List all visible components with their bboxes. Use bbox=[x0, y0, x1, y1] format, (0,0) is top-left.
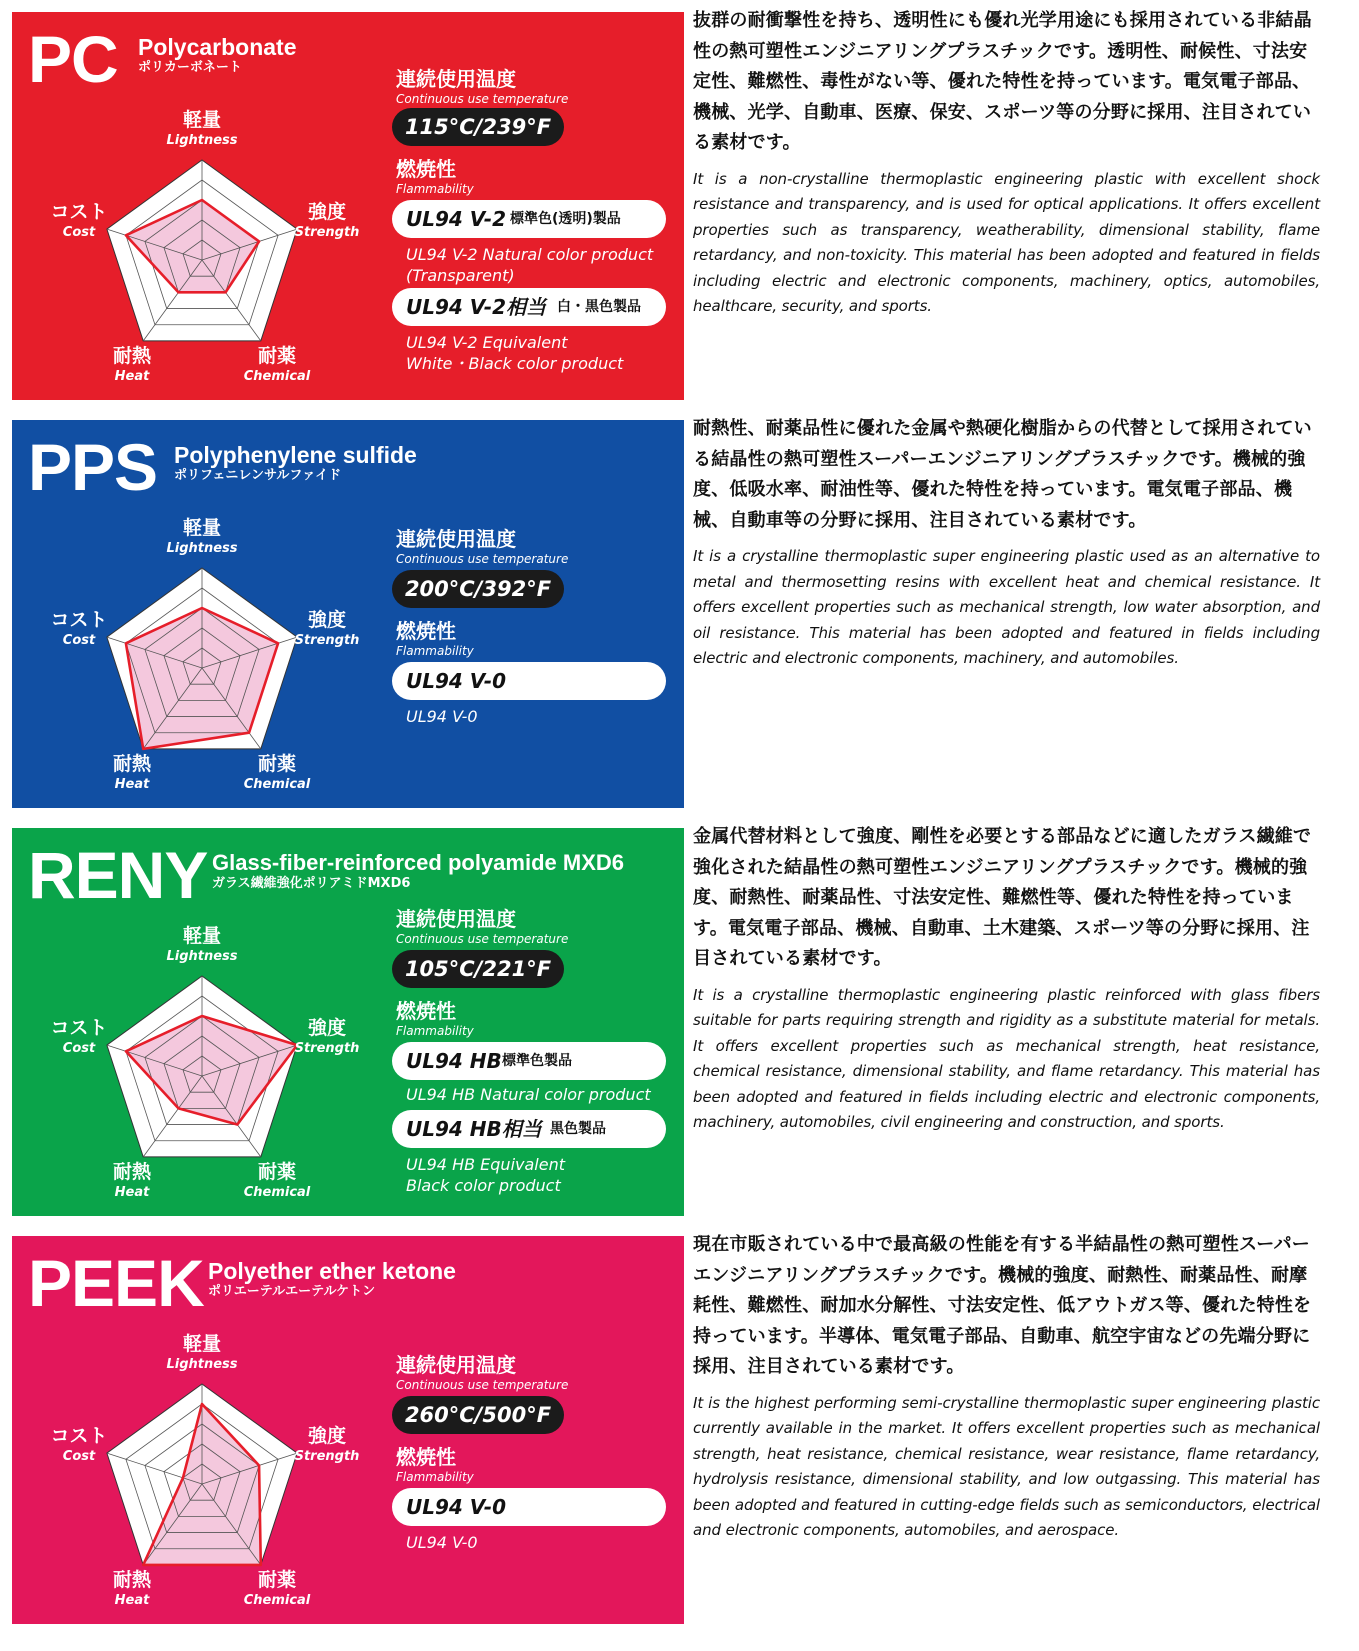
material-name-en: Polycarbonate bbox=[138, 34, 297, 60]
rating-en-line: White・Black color product bbox=[406, 354, 624, 373]
material-name-jp: ポリフェニレンサルファイド bbox=[174, 468, 342, 483]
properties-panel bbox=[384, 1236, 674, 1624]
temperature-label: 連続使用温度 bbox=[396, 907, 516, 931]
axis-label-en: Lightness bbox=[166, 133, 238, 148]
axis-label-jp: コスト bbox=[50, 609, 108, 631]
temperature-label: 連続使用温度 bbox=[396, 1353, 516, 1377]
rating-pill bbox=[392, 1488, 666, 1526]
material-abbr: PPS bbox=[28, 430, 158, 504]
material-abbr: PC bbox=[28, 22, 118, 96]
rating-pill bbox=[392, 288, 666, 326]
axis-label-en: Heat bbox=[114, 1593, 150, 1608]
axis-label-jp: 耐熱 bbox=[112, 345, 152, 367]
axis-label-jp: 軽量 bbox=[182, 925, 222, 947]
temperature-badge: 105°C/221°F bbox=[392, 950, 564, 988]
description-jp: 耐熱性、耐薬品性に優れた金属や熱硬化樹脂からの代替として採用されている結晶性の熱可塑性スーパーエンジニアリングプラスチックです。機械的強度、低吸水率、耐油性等、優れた特性を持っています。電気電子部品、機械、自動車等の分野に採用、注目されている素材です。 bbox=[693, 418, 1312, 531]
temperature-sublabel: Continuous use temperature bbox=[396, 552, 569, 566]
axis-label-en: Chemical bbox=[243, 1185, 311, 1200]
axis-label-jp: 耐薬 bbox=[257, 1569, 297, 1591]
axis-label-jp: 耐薬 bbox=[257, 1161, 297, 1183]
temperature-sublabel: Continuous use temperature bbox=[396, 1378, 569, 1392]
material-name-jp: ポリカーボネート bbox=[138, 60, 242, 75]
axis-label-en: Lightness bbox=[166, 541, 238, 556]
temperature-badge: 115°C/239°F bbox=[392, 108, 564, 146]
properties-panel bbox=[384, 12, 674, 400]
axis-label-en: Chemical bbox=[243, 369, 311, 384]
radar-chart bbox=[37, 102, 367, 397]
description-peek bbox=[693, 1230, 1320, 1544]
axis-label-jp: 耐熱 bbox=[112, 753, 152, 775]
rating-pill bbox=[392, 200, 666, 238]
flammability-sublabel: Flammability bbox=[396, 1024, 474, 1038]
material-card-pps bbox=[12, 420, 684, 808]
rating-pill bbox=[392, 1110, 666, 1148]
rating-en-line: Black color product bbox=[406, 1176, 561, 1195]
description-pps bbox=[693, 414, 1320, 672]
rating-main: UL94 HB bbox=[406, 1049, 502, 1073]
temperature-sublabel: Continuous use temperature bbox=[396, 92, 569, 106]
axis-label-en: Chemical bbox=[243, 777, 311, 792]
rating-en-line: UL94 HB Equivalent bbox=[406, 1155, 565, 1174]
rating-tail: 標準色(透明)製品 bbox=[510, 211, 621, 227]
material-abbr: RENY bbox=[28, 838, 208, 912]
axis-label-jp: コスト bbox=[50, 1425, 108, 1447]
description-en: It is a non-crystalline thermoplastic engineering plastic with excellent shock resistance and transparency, and is used for optical applications. It offers excellent properties such as transparency, weatherability, dimensional stability, flame retardancy, and non-toxicity. This material has been adopted and featured in fields including electric and electronic components, machinery, optics, automobiles, healthcare, security, and sports. bbox=[693, 169, 1320, 315]
axis-label-jp: 軽量 bbox=[182, 1333, 222, 1355]
material-card-peek bbox=[12, 1236, 684, 1624]
description-reny bbox=[693, 822, 1320, 1136]
flammability-label: 燃焼性 bbox=[396, 619, 456, 643]
temperature-label: 連続使用温度 bbox=[396, 527, 516, 551]
rating-main: UL94 V-0 bbox=[406, 1495, 507, 1519]
axis-label-en: Lightness bbox=[166, 1357, 238, 1372]
radar-chart bbox=[37, 1326, 367, 1621]
axis-label-en: Heat bbox=[114, 777, 150, 792]
axis-label-en: Cost bbox=[62, 1041, 96, 1056]
rating-pill bbox=[392, 1042, 666, 1080]
radar-chart bbox=[37, 918, 367, 1213]
axis-label-en: Cost bbox=[62, 1449, 96, 1464]
rating-main: UL94 HB相当 bbox=[406, 1117, 542, 1141]
axis-label-jp: 強度 bbox=[307, 1425, 347, 1447]
temperature-badge: 260°C/500°F bbox=[392, 1396, 564, 1434]
axis-label-en: Strength bbox=[294, 225, 360, 240]
axis-label-en: Cost bbox=[62, 225, 96, 240]
rating-pill bbox=[392, 662, 666, 700]
material-name-en: Glass-fiber-reinforced polyamide MXD6 bbox=[212, 850, 624, 875]
rating-tail: 標準色製品 bbox=[502, 1053, 572, 1069]
rating-tail: 白・黒色製品 bbox=[557, 299, 641, 315]
rating-tail: 黒色製品 bbox=[550, 1121, 606, 1137]
description-jp: 金属代替材料として強度、剛性を必要とする部品などに適したガラス繊維で強化された結晶性の熱可塑性エンジニアリングプラスチックです。機械的強度、耐熱性、耐薬品性、寸法安定性、難燃性等、優れた特性を持っています。電気電子部品、機械、自動車、土木建築、スポーツ等の分野に採用、注目されている素材です。 bbox=[693, 826, 1312, 969]
axis-label-jp: コスト bbox=[50, 201, 108, 223]
radar-chart bbox=[37, 510, 367, 805]
rating-en-line: UL94 HB Natural color product bbox=[406, 1085, 651, 1104]
axis-label-en: Lightness bbox=[166, 949, 238, 964]
flammability-sublabel: Flammability bbox=[396, 182, 474, 196]
material-card-pc bbox=[12, 12, 684, 400]
axis-label-en: Strength bbox=[294, 1449, 360, 1464]
axis-label-jp: 強度 bbox=[307, 201, 347, 223]
description-jp: 抜群の耐衝撃性を持ち、透明性にも優れ光学用途にも採用されている非結晶性の熱可塑性エンジニアリングプラスチックです。透明性、耐候性、寸法安定性、難燃性、毒性がない等、優れた特性を持っています。電気電子部品、機械、光学、自動車、医療、保安、スポーツ等の分野に採用、注目されている素材です。 bbox=[693, 10, 1312, 153]
material-card-reny bbox=[12, 828, 684, 1216]
rating-en-line: UL94 V-0 bbox=[406, 707, 478, 726]
rating-en-line: UL94 V-2 Natural color product bbox=[406, 245, 654, 264]
axis-label-jp: 耐熱 bbox=[112, 1161, 152, 1183]
axis-label-jp: 耐薬 bbox=[257, 345, 297, 367]
description-en: It is the highest performing semi-crystalline thermoplastic super engineering plastic currently available in the market. It offers excellent properties such as mechanical strength, heat resistance, chemical resistance, wear resistance, flame retardancy, hydrolysis resistance, dimensional stability, and low outgassing. This material has been adopted and featured in cutting-edge fields such as semiconductors, electrical and electronic components, automobiles, and aerospace. bbox=[693, 1393, 1320, 1539]
axis-label-jp: 強度 bbox=[307, 609, 347, 631]
material-abbr: PEEK bbox=[28, 1246, 204, 1320]
axis-label-jp: 耐薬 bbox=[257, 753, 297, 775]
properties-panel bbox=[384, 828, 674, 1216]
flammability-label: 燃焼性 bbox=[396, 1445, 456, 1469]
axis-label-jp: 強度 bbox=[307, 1017, 347, 1039]
axis-label-en: Strength bbox=[294, 633, 360, 648]
material-name-jp: ポリエーテルエーテルケトン bbox=[208, 1284, 376, 1299]
rating-main: UL94 V-0 bbox=[406, 669, 507, 693]
rating-en-line: UL94 V-2 Equivalent bbox=[406, 333, 568, 352]
temperature-badge: 200°C/392°F bbox=[392, 570, 564, 608]
axis-label-en: Heat bbox=[114, 1185, 150, 1200]
temperature-sublabel: Continuous use temperature bbox=[396, 932, 569, 946]
axis-label-jp: 軽量 bbox=[182, 109, 222, 131]
description-en: It is a crystalline thermoplastic super engineering plastic used as an alternative to metal and thermosetting resins with excellent heat and chemical resistance. It offers excellent properties such as mechanical strength, low water absorption, and oil resistance. This material has been adopted and featured in fields including electric and electronic components, machinery, and automobiles. bbox=[693, 547, 1320, 667]
axis-label-jp: コスト bbox=[50, 1017, 108, 1039]
axis-label-jp: 軽量 bbox=[182, 517, 222, 539]
rating-main: UL94 V-2 bbox=[406, 207, 507, 231]
axis-label-jp: 耐熱 bbox=[112, 1569, 152, 1591]
properties-panel bbox=[384, 420, 674, 808]
rating-en-line: (Transparent) bbox=[406, 266, 515, 285]
material-name-en: Polyether ether ketone bbox=[208, 1258, 456, 1284]
flammability-label: 燃焼性 bbox=[396, 157, 456, 181]
flammability-sublabel: Flammability bbox=[396, 644, 474, 658]
description-en: It is a crystalline thermoplastic engineering plastic reinforced with glass fibers suitable for parts requiring strength and rigidity as a substitute material for metals. It offers excellent properties such as mechanical strength, heat resistance, chemical resistance, dimensional stability, and flame retardancy. This material has been adopted and featured in fields including electric and electronic components, machinery, automobiles, civil engineering and construction, and sports. bbox=[693, 985, 1320, 1131]
axis-label-en: Cost bbox=[62, 633, 96, 648]
material-name-jp: ガラス繊維強化ポリアミドMXD6 bbox=[212, 876, 411, 891]
axis-label-en: Strength bbox=[294, 1041, 360, 1056]
rating-en-line: UL94 V-0 bbox=[406, 1533, 478, 1552]
flammability-sublabel: Flammability bbox=[396, 1470, 474, 1484]
description-jp: 現在市販されている中で最高級の性能を有する半結晶性の熱可塑性スーパーエンジニアリングプラスチックです。機械的強度、耐熱性、耐薬品性、耐摩耗性、難燃性、耐加水分解性、寸法安定性、低アウトガス等、優れた特性を持っています。半導体、電気電子部品、自動車、航空宇宙などの先端分野に採用、注目されている素材です。 bbox=[693, 1234, 1312, 1377]
axis-label-en: Chemical bbox=[243, 1593, 311, 1608]
axis-label-en: Heat bbox=[114, 369, 150, 384]
material-name-en: Polyphenylene sulfide bbox=[174, 442, 417, 468]
flammability-label: 燃焼性 bbox=[396, 999, 456, 1023]
description-pc bbox=[693, 6, 1320, 320]
temperature-label: 連続使用温度 bbox=[396, 67, 516, 91]
rating-main: UL94 V-2相当 bbox=[406, 295, 547, 319]
